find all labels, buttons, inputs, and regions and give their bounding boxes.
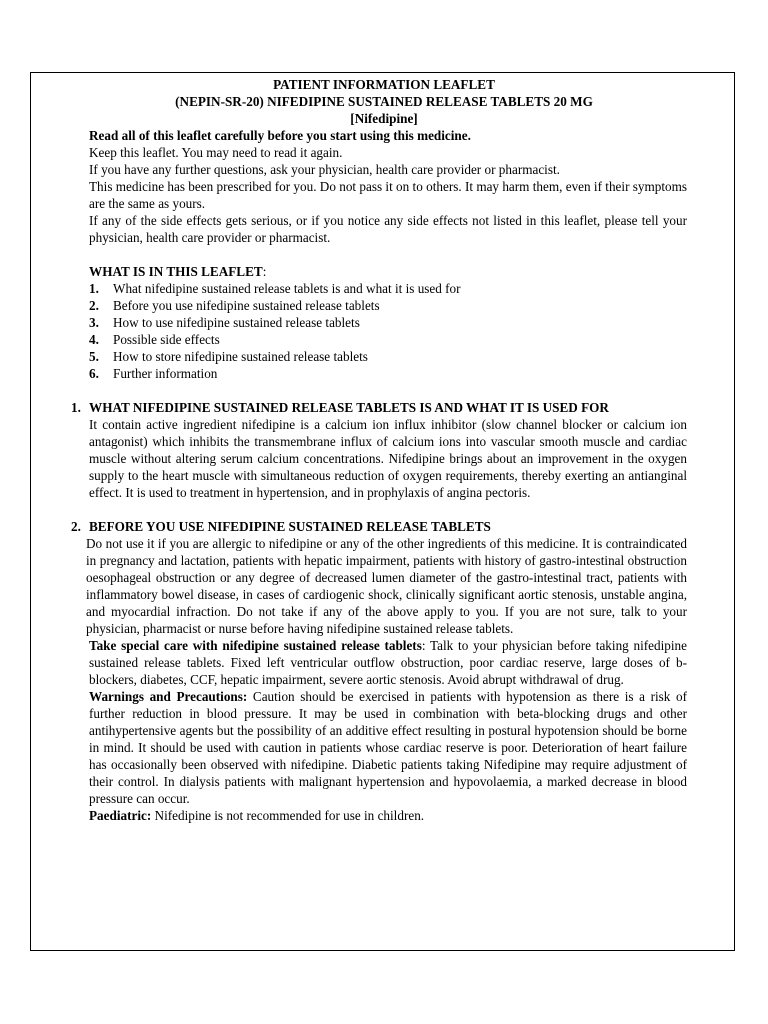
special-care-text: : Talk to your physician before taking nifedipine sustained release tablets. Fixed left ventricular outflow obstruction, poor cardiac reserve, large doses of b-blockers, diabetes, CCF, hepatic impairment, severe aortic stenosis. Avoid abrupt withdrawal of drug. [89, 638, 687, 687]
toc-item-number: 6. [89, 366, 99, 381]
toc-list [89, 280, 687, 382]
section-2-heading [71, 518, 687, 535]
toc-item [89, 280, 687, 297]
leaflet-title: PATIENT INFORMATION LEAFLET [273, 77, 495, 92]
intro-line: Keep this leaflet. You may need to read it again. [89, 145, 343, 160]
toc-item-number: 1. [89, 281, 99, 296]
toc-item-number: 3. [89, 315, 99, 330]
leaflet-content [71, 76, 687, 824]
toc-item-number: 2. [89, 298, 99, 313]
special-care-paragraph [89, 637, 687, 688]
section-1-number: 1. [71, 400, 81, 415]
section-2-body: Do not use it if you are allergic to nifedipine or any of the other ingredients of this medicine. It is contraindicated in pregnancy and lactation, patients with hepatic impairment, patients with history of gastro-intestinal obstruction oesophageal obstruction or any degree of decreased lumen diameter of the gastro-intestinal tract, patients with inflammatory bowel disease, in cases of cardiogenic shock, clinically significant aortic stenosis, unstable angina, and myocardial infraction. Do not take if any of the above apply to you. If you are not sure, talk to your physician, pharmacist or nurse before having nifedipine sustained release tablets. [86, 536, 687, 636]
product-name: (NEPIN-SR-20) NIFEDIPINE SUSTAINED RELEASE TABLETS 20 MG [175, 94, 593, 109]
paediatric-paragraph [89, 807, 687, 824]
toc-item [89, 331, 687, 348]
toc-item [89, 314, 687, 331]
intro-line: If any of the side effects gets serious, or if you notice any side effects not listed in this leaflet, please tell your physician, health care provider or pharmacist. [89, 213, 687, 245]
intro-lead: Read all of this leaflet carefully before you start using this medicine. [89, 128, 471, 143]
toc-item-label: How to use nifedipine sustained release tablets [113, 315, 360, 330]
toc-item-number: 5. [89, 349, 99, 364]
section-1-body: It contain active ingredient nifedipine is a calcium ion influx inhibitor (slow channel blocker or calcium ion antagonist) which inhibits the transmembrane influx of calcium ions into vascular smooth muscle and cardiac muscle without altering serum calcium concentrations. Nifedipine brings about an improvement in the oxygen supply to the heart muscle with simultaneous reduction of oxygen requirements, thereby exerting an antianginal effect. It is used to treatment in hypertension, and in prophylaxis of angina pectoris. [89, 417, 687, 500]
toc-item-label: Possible side effects [113, 332, 220, 347]
paediatric-label: Paediatric: [89, 808, 152, 823]
toc-heading-colon: : [262, 264, 267, 279]
paediatric-text: Nifedipine is not recommended for use in children. [151, 808, 425, 823]
intro-line: If you have any further questions, ask your physician, health care provider or pharmacist. [89, 162, 560, 177]
toc-item-label: What nifedipine sustained release tablets is and what it is used for [113, 281, 461, 296]
toc-item-label: Before you use nifedipine sustained release tablets [113, 298, 380, 313]
toc-item-label: How to store nifedipine sustained release tablets [113, 349, 368, 364]
toc-item [89, 348, 687, 365]
section-1-title: WHAT NIFEDIPINE SUSTAINED RELEASE TABLETS IS AND WHAT IT IS USED FOR [89, 400, 609, 415]
generic-name: [Nifedipine] [350, 111, 418, 126]
warnings-text: Caution should be exercised in patients with hypotension as there is a risk of further reduction in blood pressure. It may be used in combination with beta-blocking drugs and other antihypertensive agents but the possibility of an additive effect resulting in postural hypotension should be borne in mind. It should be used with caution in patients whose cardiac reserve is poor. Deterioration of heart failure has occasionally been observed with nifedipine. Diabetic patients taking Nifedipine may require adjustment of their control. In dialysis patients with malignant hypertension and hypovolaemia, a marked decrease in blood pressure can occur. [89, 689, 687, 806]
toc-item-number: 4. [89, 332, 99, 347]
warnings-paragraph [89, 688, 687, 807]
section-1-heading [71, 399, 687, 416]
toc-item-label: Further information [113, 366, 218, 381]
toc-item [89, 365, 687, 382]
section-2-number: 2. [71, 519, 81, 534]
warnings-label: Warnings and Precautions: [89, 689, 248, 704]
special-care-label: Take special care with nifedipine sustained release tablets [89, 638, 422, 653]
intro-line: This medicine has been prescribed for you. Do not pass it on to others. It may harm them, even if their symptoms are the same as yours. [89, 179, 687, 211]
toc-heading [89, 263, 687, 280]
section-2-title: BEFORE YOU USE NIFEDIPINE SUSTAINED RELEASE TABLETS [89, 519, 491, 534]
toc-heading-text: WHAT IS IN THIS LEAFLET [89, 264, 263, 279]
toc-item [89, 297, 687, 314]
